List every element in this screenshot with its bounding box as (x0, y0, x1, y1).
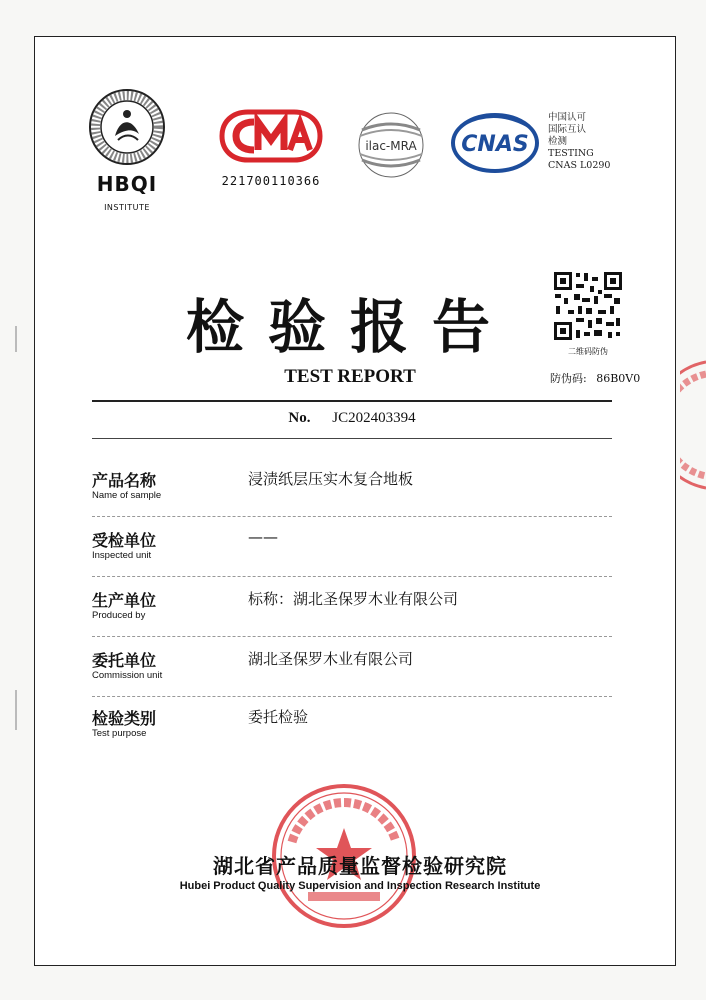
cma-logo-icon (218, 108, 324, 164)
field-divider (92, 636, 612, 637)
cnas-info-line: 国际互认 (548, 124, 587, 135)
report-number-value: JC202403394 (332, 410, 416, 426)
divider (92, 400, 612, 402)
field-label-en: Name of sample (92, 490, 162, 501)
field-label-en: Produced by (92, 610, 146, 621)
field-value: 标称：湖北圣保罗木业有限公司 (248, 590, 459, 608)
field-label-cn: 受检单位 (92, 531, 157, 550)
field-label-cn: 检验类别 (92, 709, 157, 728)
ilac-label: ilac-MRA (365, 139, 417, 153)
cnas-info-line: CNAS L0290 (548, 160, 611, 171)
field-label-en: Inspected unit (92, 550, 152, 561)
seam-seal-icon (680, 360, 706, 490)
cma-number: 221700110366 (221, 174, 321, 188)
field-value: 湖北圣保罗木业有限公司 (248, 650, 414, 668)
cnas-logo-icon (450, 112, 540, 174)
field-divider (92, 576, 612, 577)
anti-counterfeit-value: 86B0V0 (596, 372, 641, 385)
field-row-test-purpose (92, 706, 612, 764)
cnas-info-line: 检测 (548, 136, 568, 147)
report-number (92, 410, 612, 427)
field-row-produced-by (92, 588, 612, 646)
divider (92, 438, 612, 439)
field-value: 浸渍纸层压实木复合地板 (248, 470, 414, 488)
cnas-accreditation-text (548, 112, 628, 172)
organization-name-en: Hubei Product Quality Supervision and Inspection Research Institute (179, 880, 541, 892)
field-value: —— (248, 528, 278, 546)
organization-name-cn: 湖北省产品质量监督检验研究院 (213, 854, 507, 878)
field-label-cn: 产品名称 (92, 471, 157, 490)
cnas-info-line: TESTING (548, 148, 594, 159)
anti-counterfeit-code (550, 370, 680, 386)
binder-hole (15, 326, 17, 352)
cnas-label: CNAS (461, 132, 529, 157)
field-label-cn: 委托单位 (92, 651, 157, 670)
report-title-en: TEST REPORT (284, 366, 416, 387)
field-label-en: Test purpose (92, 728, 147, 739)
field-divider (92, 696, 612, 697)
field-divider (92, 516, 612, 517)
ilac-mra-icon (352, 110, 430, 180)
field-value: 委托检验 (248, 708, 309, 726)
hbqi-seal-icon (88, 88, 166, 166)
anti-counterfeit-label: 防伪码: (550, 372, 587, 385)
field-label-cn: 生产单位 (92, 591, 157, 610)
field-row-commission-unit (92, 648, 612, 706)
qr-code-label: 二维码防伪 (568, 347, 608, 356)
field-row-sample-name (92, 468, 612, 526)
report-number-label: No. (288, 410, 311, 426)
field-label-en: Commission unit (92, 670, 163, 681)
report-title-cn: 检验报告 (185, 293, 514, 361)
binder-hole (15, 690, 17, 730)
qr-code-icon[interactable] (552, 270, 624, 342)
hbqi-wordmark: HBQI (96, 172, 158, 196)
hbqi-subtitle: INSTITUTE (104, 203, 150, 212)
cnas-info-line: 中国认可 (548, 112, 587, 123)
field-row-inspected-unit (92, 528, 612, 586)
